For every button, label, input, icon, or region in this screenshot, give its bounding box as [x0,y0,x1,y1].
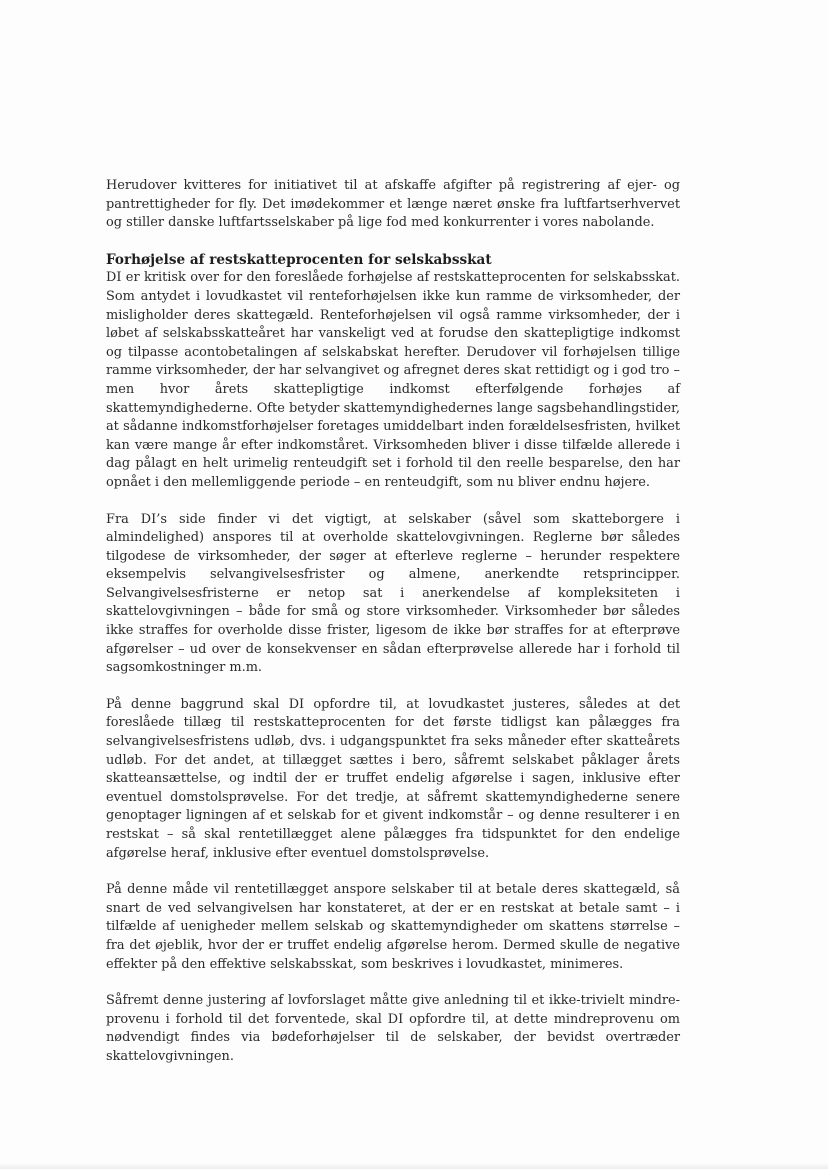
paragraph-proposal: På denne baggrund skal DI opfordre til, at lovudkastet justeres, således at det foreslåede tillæg til restskatteprocenten for det første tidligst kan pålægges fra selvangivelsesfristens udløb, dvs. i udgangspunktet fra seks måneder efter skatteårets udløb. For det andet, at tillægget sættes i bero, såfremt selskabet påklager årets skatteansættelse, og indtil der er truffet endelig afgørelse i sagen, inklusive efter eventuel domstolsprøvelse. For det tredje, at såfremt skattemyndighederne senere genoptager ligningen af et selskab for et givent indkomstår – og denne resulterer i en restskat – så skal rentetillægget alene pålægges fra tidspunktet for den endelige afgørelse heraf, inklusive efter eventuel domstolsprøvelse. [106,696,680,861]
paragraph-aviation-fees: Herudover kvitteres for initiativet til at afskaffe afgifter på registrering af ejer- og pantrettigheder for fly. Det imødekommer et længe næret ønske fra luftfartserhvervet og stiller danske luftfartsselskaber på lige fod med konkurrenter i vores nabolande. [106,178,680,231]
paragraph-criticism: DI er kritisk over for den foreslåede forhøjelse af restskatteprocenten for selskabsskat. Som antydet i lovudkastet vil renteforhøjelsen ikke kun ramme de virksomheder, der misligholder deres skattegæld. Renteforhøjelsen vil også ramme virksomheder, der i løbet af selskabsskatteåret har vanskeligt ved at forudse den skattepligtige indkomst og tilpasse acontobetalingen af selskabskat herefter. Derudover vil forhøjelsen tillige ramme virksomheder, der har selvangivet og afregnet deres skat rettidigt og i god tro – men hvor årets skattepligtige indkomst efterfølgende forhøjes af skattemyndighederne. Ofte betyder skattemyndighedernes lange sagsbehandlingstider, at sådanne indkomstforhøjelser foretages umiddelbart inden forældelsesfristen, hvilket kan være mange år efter indkomståret. Virksomheden bliver i disse tilfælde allerede i dag pålagt en helt urimelig renteudgift set i forhold til den reelle besparelse, den har opnået i den mellemliggende periode – en renteudgift, som nu bliver endnu højere. [106,270,680,490]
paragraph-revenue: Såfremt denne justering af lovforslaget måtte give anledning til et ikke-trivielt mindreprovenu i forhold til det forventede, skal DI opfordre til, at dette mindreprovenu om nødvendigt findes via bødeforhøjelser til de selskaber, der bevidst overtræder skattelovgivningen. [106,993,680,1064]
paragraph-compliance: Fra DI’s side finder vi det vigtigt, at selskaber (såvel som skatteborgere i almindelighed) anspores til at overholde skattelovgivningen. Reglerne bør således tilgodese de virksomheder, der søger at efterleve reglerne – herunder respektere eksempelvis selvangivelsesfrister og almene, anerkendte retsprincipper. Selvangivelsesfristerne er netop sat i anerkendelse af kompleksiteten i skattelovgivningen – både for små og store virksomheder. Virksomheder bør således ikke straffes for overholde disse frister, ligesom de ikke bør straffes for at efterprøve afgørelser – ud over de konsekvenser en sådan efterprøvelse allerede har i forhold til sagsomkostninger m.m. [106,511,680,676]
page-bottom-edge [0,1163,828,1169]
paragraph-effect: På denne måde vil rentetillægget anspore selskaber til at betale deres skattegæld, så snart de ved selvangivelsen har konstateret, at der er en restskat at betale samt – i tilfælde af uenigheder mellem selskab og skattemyndigheder om skattens størrelse – fra det øjeblik, hvor der er truffet endelig afgørelse herom. Dermed skulle de negative effekter på den effektive selskabsskat, som beskrives i lovudkastet, minimeres. [106,882,680,972]
section-heading: Forhøjelse af restskatteprocenten for selskabsskat [106,251,492,268]
document-body [106,177,680,1085]
